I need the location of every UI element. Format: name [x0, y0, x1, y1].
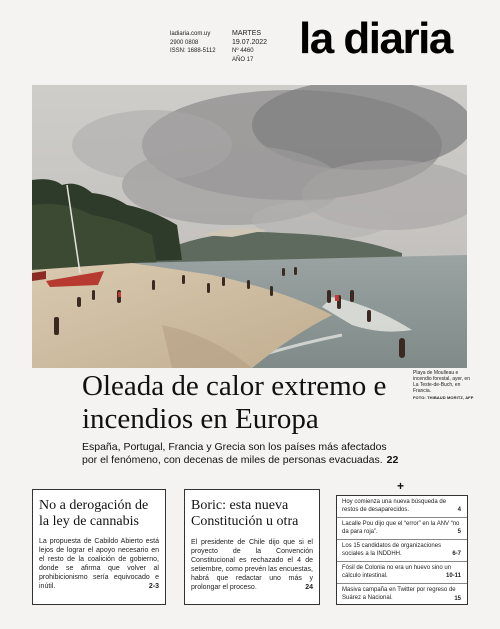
photo-caption [413, 370, 475, 401]
story-text [39, 537, 159, 591]
main-headline[interactable]: Oleada de calor extremo e incendios en Europa [82, 370, 387, 435]
story-page-ref[interactable]: 24 [305, 584, 313, 591]
brief-text: Hoy comienza una nueva búsqueda de restos de desaparecidos. [342, 499, 447, 513]
brief-page-ref[interactable]: 5 [457, 529, 461, 535]
photo-credit: FOTO: THIBAUD MORITZ, AFP [413, 394, 474, 400]
brief-page-ref[interactable]: 15 [454, 596, 461, 602]
masthead [0, 0, 500, 80]
issn: ISSN: 1688-5112 [170, 48, 216, 54]
story-box-cannabis[interactable] [32, 489, 166, 605]
list-item[interactable] [337, 540, 467, 562]
brief-text: Fósil de Colonia no era un huevo sino un cálculo intestinal. [342, 565, 452, 579]
brief-page-ref[interactable]: 10-11 [445, 573, 461, 579]
site-url[interactable]: ladiaria.com.uy [170, 31, 211, 37]
main-deck [82, 441, 402, 467]
caption-text: Playa de Moulleau e incendio forestal, ayer, en La Teste-de-Buch, en Francia. [413, 370, 470, 394]
newspaper-logo[interactable]: la diaria [299, 14, 452, 63]
issue-year: AÑO 17 [232, 56, 254, 63]
issue-number: Nº 4460 [232, 48, 254, 54]
story-body: La propuesta de Cabildo Abierto está lejos de lograr el apoyo necesario en el resto de la coalición de gobierno, donde se afirma que volver al prohibicionismo sería equivocado e inútil. [39, 538, 159, 590]
story-title[interactable]: No a derogación de la ley de cannabis [39, 498, 149, 529]
weekday: MARTES [232, 30, 262, 37]
beach-fire-photo [32, 85, 467, 368]
issue-date: 19.07.2022 [232, 38, 268, 46]
list-item[interactable] [337, 496, 467, 518]
issue-info [232, 30, 267, 64]
plus-icon: + [397, 479, 405, 493]
brief-page-ref[interactable]: 6-7 [452, 551, 461, 557]
main-photo [32, 85, 467, 368]
briefs-list [336, 495, 468, 605]
brief-text: Masiva campaña en Twitter por regreso de Suárez a Nacional. [342, 587, 456, 601]
publication-info [170, 30, 216, 56]
deck-page-ref[interactable]: 22 [386, 454, 399, 466]
brief-text: Lacalle Pou dijo que el “error” en la ANV “no da para roja”. [342, 521, 460, 535]
story-text [191, 538, 313, 592]
story-title[interactable]: Boric: esta nueva Constitución u otra [191, 498, 299, 529]
brief-text: Los 15 candidatos de organizaciones sociales a la INDDHH. [342, 543, 442, 557]
list-item[interactable] [337, 518, 467, 540]
story-page-ref[interactable]: 2-3 [148, 583, 159, 590]
phone-number: 2900 0808 [170, 39, 199, 46]
brief-page-ref[interactable]: 4 [457, 507, 461, 513]
story-box-boric[interactable] [184, 489, 320, 605]
list-item[interactable] [337, 584, 467, 606]
deck-text: España, Portugal, Francia y Grecia son los países más afectados por el fenómeno, con decenas de miles de personas evacuadas. [82, 441, 387, 466]
story-body: El presidente de Chile dijo que si el proyecto de la Convención Constitucional es rechazado el 4 de setiembre, como prevén las encuestas, habrá que redactar uno más y prolongar el proceso. [191, 539, 313, 591]
list-item[interactable] [337, 562, 467, 584]
